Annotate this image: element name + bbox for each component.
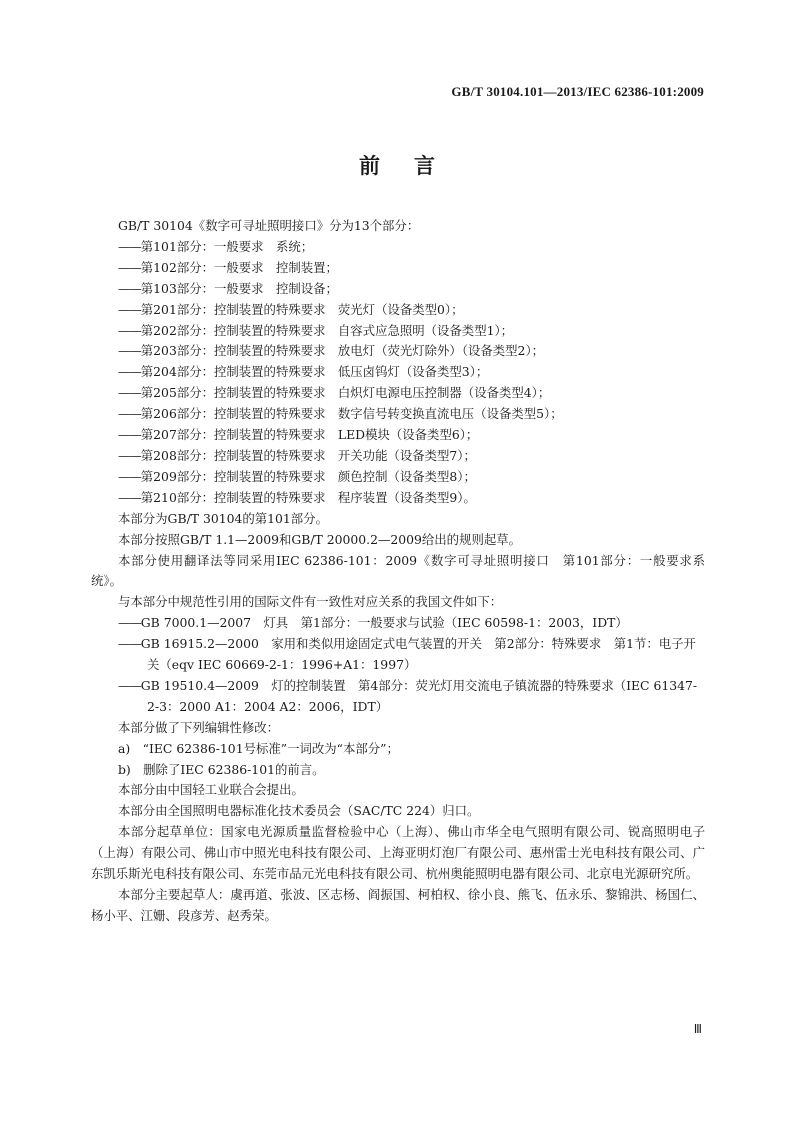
list-item: [91, 279, 705, 300]
drafters-paragraph: 本部分主要起草人：虞再道、张波、区志杨、阎振国、柯柏权、徐小良、熊飞、伍永乐、黎锦洪、杨国仁、杨小平、江姗、段彦芳、赵秀荣。: [91, 887, 705, 923]
reference-text: GB 19510.4—2009 灯的控制装置 第4部分：荧光灯用交流电子镇流器的特殊要求（IEC 61347-2-3：2000 A1：2004 A2：2006，IDT）: [140, 677, 698, 714]
standard-code: GB/T 30104.101—2013/IEC 62386-101:2009: [451, 84, 704, 99]
dash-mark: ——: [118, 636, 141, 652]
references-list: [91, 613, 705, 718]
dash-mark: ——: [118, 385, 141, 401]
item-text: 删除了IEC 62386-101的前言。: [143, 761, 325, 777]
list-item: [91, 404, 705, 425]
part-text: 第210部分：控制装置的特殊要求 程序装置（设备类型9）。: [140, 489, 476, 505]
list-item: [91, 488, 705, 509]
page-number: Ⅲ: [693, 1022, 702, 1036]
part-text: 第102部分：一般要求 控制装置；: [140, 259, 338, 275]
part-text: 第205部分：控制装置的特殊要求 白炽灯电源电压控制器（设备类型4）；: [140, 385, 551, 401]
list-item: [91, 258, 705, 279]
dash-mark: ——: [118, 301, 141, 317]
dash-mark: ——: [118, 406, 141, 422]
edits-list: [91, 739, 705, 781]
list-item: [91, 446, 705, 467]
list-item: [91, 467, 705, 488]
dash-mark: ——: [118, 489, 141, 505]
list-item: [91, 300, 705, 321]
list-item: [91, 676, 705, 718]
part-text: 第204部分：控制装置的特殊要求 低压卤钨灯（设备类型3）；: [140, 364, 489, 380]
dash-mark: ——: [118, 238, 141, 254]
dash-mark: ——: [118, 322, 141, 338]
list-item: [91, 739, 705, 760]
page-title: 前言: [359, 154, 469, 178]
part-text: 第202部分：控制装置的特殊要求 自容式应急照明（设备类型1）；: [140, 322, 514, 338]
list-item: [91, 341, 705, 362]
list-item: [91, 362, 705, 383]
list-item: [91, 321, 705, 342]
parts-list: [91, 237, 705, 509]
foreword-body: [91, 216, 705, 927]
dash-mark: ——: [118, 280, 141, 296]
item-label: b): [118, 761, 131, 777]
proposed-paragraph: 本部分由中国轻工业联合会提出。: [118, 782, 304, 798]
part-text: 第209部分：控制装置的特殊要求 颜色控制（设备类型8）；: [140, 468, 476, 484]
list-item: [91, 613, 705, 634]
drafting-units-paragraph: 本部分起草单位：国家电光源质量监督检验中心（上海）、佛山市华全电气照明有限公司、锐高照明电子（上海）有限公司、佛山市中照光电科技有限公司、上海亚明灯泡厂有限公司、惠州雷士光电科技有限公司、广东凯乐斯光电科技有限公司、东莞市品元光电科技有限公司、杭州奥能照明电器有限公司、北京电光源研究所。: [91, 824, 705, 882]
part-text: 第203部分：控制装置的特殊要求 放电灯（荧光灯除外）（设备类型2）；: [140, 343, 545, 359]
item-text: “IEC 62386-101号标准”一词改为“本部分”；: [142, 740, 399, 756]
dash-mark: ——: [118, 259, 141, 275]
dash-mark: ——: [118, 677, 141, 693]
reference-text: GB 16915.2—2000 家用和类似用途固定式电气装置的开关 第2部分：特殊要求 第1节：电子开关（eqv IEC 60669-2-1：1996+A1：1997）: [140, 636, 696, 673]
part-text: 第201部分：控制装置的特殊要求 荧光灯（设备类型0）；: [140, 301, 464, 317]
edits-intro: 本部分做了下列编辑性修改：: [118, 719, 280, 735]
list-item: [91, 383, 705, 404]
reference-text: GB 7000.1—2007 灯具 第1部分：一般要求与试验（IEC 60598-1：2003，IDT）: [140, 615, 628, 631]
drafting-rules-paragraph: 本部分按照GB/T 1.1—2009和GB/T 20000.2—2009给出的规则起草。: [118, 531, 522, 547]
dash-mark: ——: [118, 364, 141, 380]
translation-paragraph: 本部分使用翻译法等同采用IEC 62386-101：2009《数字可寻址照明接口 第101部分：一般要求系统》。: [91, 552, 705, 589]
list-item: [91, 237, 705, 258]
dash-mark: ——: [118, 343, 141, 359]
references-intro: 与本部分中规范性引用的国际文件有一致性对应关系的我国文件如下：: [118, 594, 503, 610]
list-item: [91, 634, 705, 676]
intro-paragraph: GB/T 30104《数字可寻址照明接口》分为13个部分：: [118, 218, 420, 233]
centralized-paragraph: 本部分由全国照明电器标准化技术委员会（SAC/TC 224）归口。: [118, 803, 480, 819]
part-of-paragraph: 本部分为GB/T 30104的第101部分。: [118, 510, 328, 526]
part-text: 第103部分：一般要求 控制设备；: [140, 280, 338, 296]
dash-mark: ——: [118, 427, 141, 443]
part-text: 第208部分：控制装置的特殊要求 开关功能（设备类型7）；: [140, 447, 476, 463]
item-label: a): [118, 740, 131, 756]
dash-mark: ——: [118, 468, 141, 484]
part-text: 第207部分：控制装置的特殊要求 LED模块（设备类型6）；: [140, 427, 479, 443]
dash-mark: ——: [118, 447, 141, 463]
list-item: [91, 760, 705, 781]
part-text: 第206部分：控制装置的特殊要求 数字信号转变换直流电压（设备类型5）；: [140, 406, 563, 422]
part-text: 第101部分：一般要求 系统；: [140, 238, 314, 254]
dash-mark: ——: [118, 615, 141, 631]
list-item: [91, 425, 705, 446]
